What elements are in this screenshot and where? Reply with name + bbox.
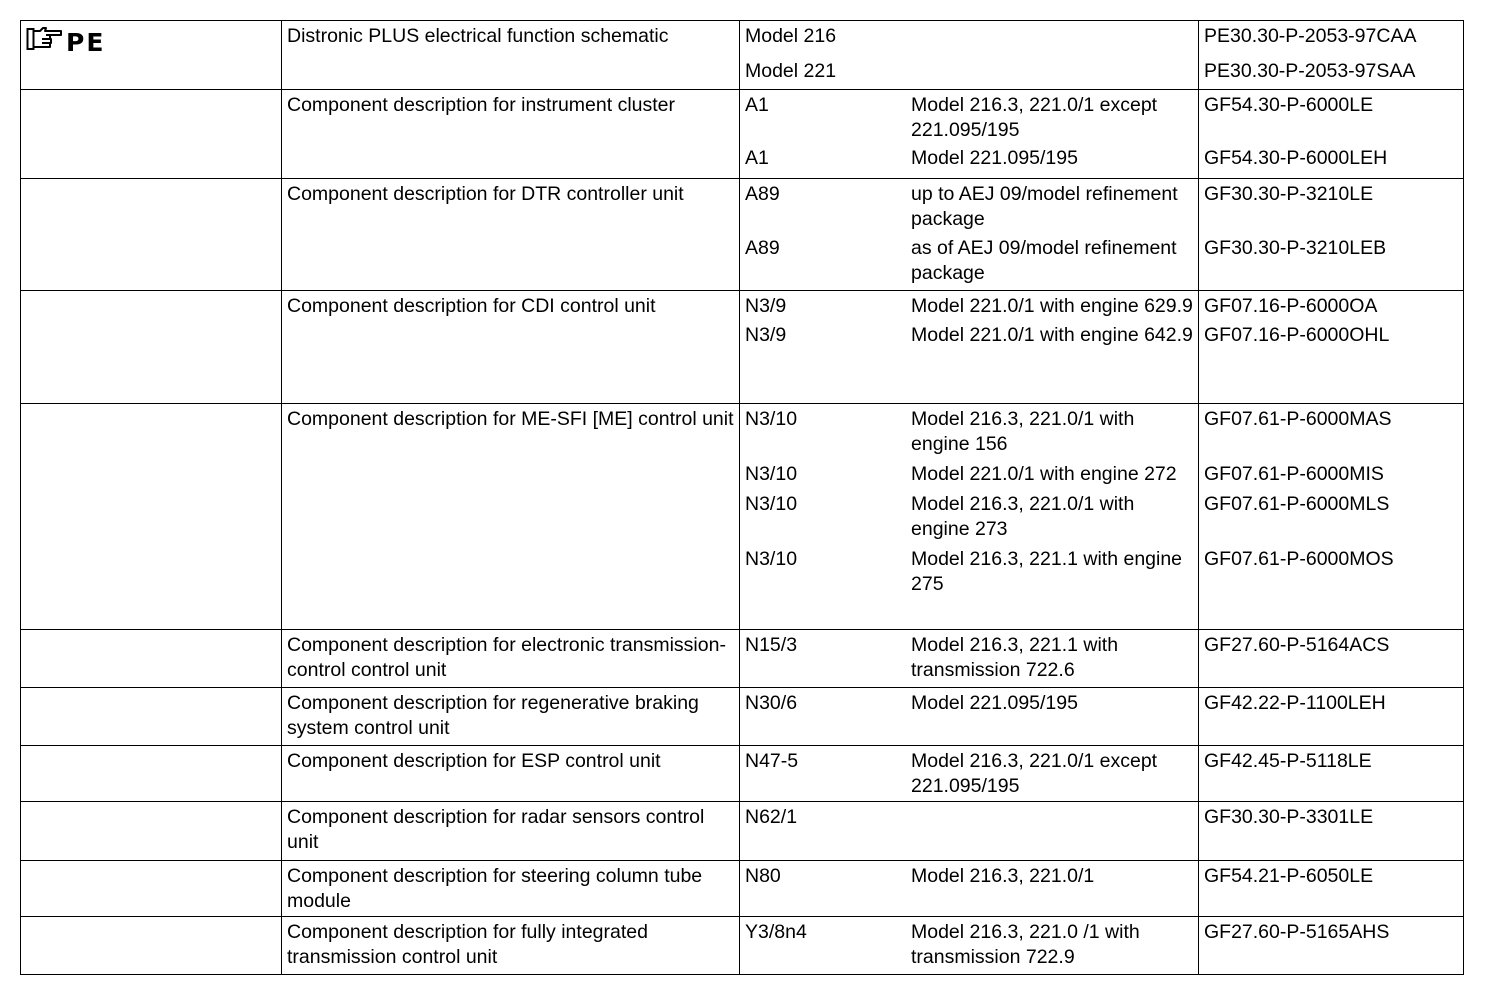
component-variants: [740, 917, 1199, 975]
variant-row: [745, 407, 1193, 457]
variant-row: [745, 323, 1193, 348]
model-condition: Model 221.0/1 with engine 642.9: [911, 324, 1193, 346]
variant-row: [745, 492, 1193, 542]
component-description: Component description for instrument cluster: [282, 90, 740, 179]
blank-cell: [21, 917, 282, 975]
component-code: A89: [745, 237, 780, 259]
header-row: [21, 21, 1464, 90]
variant-row: [745, 691, 1193, 716]
component-description: Component description for electronic transmission-control control unit: [282, 630, 740, 688]
model-condition: [911, 805, 1193, 830]
model-condition: Model 216.3, 221.0/1 except 221.095/195: [911, 750, 1158, 797]
model-condition: Model 216.3, 221.0 /1 with transmission 722.9: [911, 921, 1140, 968]
document-ref-link[interactable]: GF42.45-P-5118LE: [1204, 750, 1372, 772]
blank-cell: [21, 90, 282, 179]
component-row: [21, 90, 1464, 179]
document-ref-link[interactable]: GF27.60-P-5165AHS: [1204, 921, 1390, 943]
component-variants: [740, 179, 1199, 291]
component-description: Component description for fully integrated transmission control unit: [282, 917, 740, 975]
component-variants: [740, 291, 1199, 404]
component-code: N80: [745, 865, 781, 887]
variant-row: [745, 633, 1193, 683]
component-variants: [740, 802, 1199, 861]
component-ref-list[interactable]: [1199, 746, 1464, 802]
blank-cell: [21, 688, 282, 746]
model-condition: Model 221.095/195: [911, 147, 1078, 169]
component-code: N3/10: [745, 463, 798, 485]
component-code: N3/9: [745, 324, 787, 346]
variant-row: [745, 864, 1193, 889]
component-description: Component description for ESP control unit: [282, 746, 740, 802]
component-description: Component description for ME-SFI [ME] control unit: [282, 404, 740, 630]
document-ref-link[interactable]: GF27.60-P-5164ACS: [1204, 634, 1390, 656]
document-ref-link[interactable]: PE30.30-P-2053-97SAA: [1204, 60, 1416, 82]
document-ref-link[interactable]: GF07.61-P-6000MLS: [1204, 493, 1390, 515]
component-row: [21, 746, 1464, 802]
component-code: N30/6: [745, 692, 798, 714]
model-condition: Model 216.3, 221.1 with engine 275: [911, 548, 1183, 595]
pe-cell: [21, 21, 282, 90]
component-ref-list[interactable]: [1199, 861, 1464, 917]
component-code: A89: [745, 183, 780, 205]
component-code: N47-5: [745, 750, 799, 772]
model-condition: Model 216.3, 221.1 with transmission 722.6: [911, 634, 1119, 681]
component-code: A1: [745, 94, 769, 116]
component-code: N3/10: [745, 548, 798, 570]
variant-row: [745, 146, 1193, 171]
component-variants: [740, 746, 1199, 802]
document-ref-link[interactable]: GF07.61-P-6000MIS: [1204, 463, 1384, 485]
document-ref-link[interactable]: PE30.30-P-2053-97CAA: [1204, 25, 1417, 47]
component-variants: [740, 861, 1199, 917]
component-code: N62/1: [745, 806, 798, 828]
component-ref-list[interactable]: [1199, 917, 1464, 975]
component-row: [21, 404, 1464, 630]
variant-row: [745, 182, 1193, 232]
component-description: Component description for radar sensors control unit: [282, 802, 740, 861]
component-variants: [740, 688, 1199, 746]
model-condition: Model 221.0/1 with engine 629.9: [911, 295, 1193, 317]
document-ref-link[interactable]: GF30.30-P-3301LE: [1204, 806, 1374, 828]
component-description: Component description for CDI control unit: [282, 291, 740, 404]
blank-cell: [21, 746, 282, 802]
component-ref-list[interactable]: [1199, 630, 1464, 688]
component-variants: [740, 404, 1199, 630]
variant-row: [745, 462, 1193, 487]
component-ref-list[interactable]: [1199, 802, 1464, 861]
pe-label: PE: [66, 27, 106, 57]
component-ref-list[interactable]: [1199, 291, 1464, 404]
blank-cell: [21, 861, 282, 917]
model-condition: as of AEJ 09/model refinement package: [911, 237, 1177, 284]
model-list: [740, 21, 1199, 90]
model-condition: Model 216.3, 221.0/1: [911, 865, 1095, 887]
component-row: [21, 802, 1464, 861]
component-variants: [740, 630, 1199, 688]
component-row: [21, 291, 1464, 404]
model-name: Model 216: [745, 25, 837, 47]
model-condition: Model 216.3, 221.0/1 except 221.095/195: [911, 94, 1158, 141]
document-ref-link[interactable]: GF54.30-P-6000LE: [1204, 94, 1374, 116]
document-ref-link[interactable]: GF54.21-P-6050LE: [1204, 865, 1374, 887]
blank-cell: [21, 404, 282, 630]
component-row: [21, 861, 1464, 917]
variant-row: [745, 547, 1193, 597]
component-ref-list[interactable]: [1199, 404, 1464, 630]
document-ref-link[interactable]: GF07.16-P-6000OA: [1204, 295, 1378, 317]
component-code: N3/10: [745, 408, 798, 430]
model-condition: Model 216.3, 221.0/1 with engine 273: [911, 493, 1135, 540]
model-name: Model 221: [745, 60, 837, 82]
variant-row: [745, 236, 1193, 286]
component-row: [21, 688, 1464, 746]
blank-cell: [21, 630, 282, 688]
component-description: Component description for steering column tube module: [282, 861, 740, 917]
document-ref-link[interactable]: GF30.30-P-3210LEB: [1204, 237, 1387, 259]
component-description: Component description for regenerative braking system control unit: [282, 688, 740, 746]
document-ref-list[interactable]: [1199, 21, 1464, 90]
component-row: [21, 917, 1464, 975]
pointing-hand-icon: [26, 26, 64, 59]
document-ref-link[interactable]: GF54.30-P-6000LEH: [1204, 147, 1388, 169]
document-ref-link[interactable]: GF07.16-P-6000OHL: [1204, 324, 1390, 346]
component-row: [21, 630, 1464, 688]
document-ref-link[interactable]: GF42.22-P-1100LEH: [1204, 692, 1386, 714]
document-ref-link[interactable]: GF07.61-P-6000MOS: [1204, 548, 1394, 570]
component-description: Component description for DTR controller unit: [282, 179, 740, 291]
model-condition: up to AEJ 09/model refinement package: [911, 183, 1178, 230]
blank-cell: [21, 291, 282, 404]
component-ref-list[interactable]: [1199, 688, 1464, 746]
document-ref-link[interactable]: GF30.30-P-3210LE: [1204, 183, 1374, 205]
component-code: N15/3: [745, 634, 798, 656]
model-condition: Model 221.095/195: [911, 692, 1078, 714]
component-code: N3/9: [745, 295, 787, 317]
component-row: [21, 179, 1464, 291]
model-condition: Model 221.0/1 with engine 272: [911, 463, 1177, 485]
variant-row: [745, 749, 1193, 799]
document-title: Distronic PLUS electrical function schematic: [282, 21, 740, 90]
component-code: Y3/8n4: [745, 921, 807, 943]
pe-marker: [26, 26, 276, 59]
blank-cell: [21, 802, 282, 861]
component-ref-list[interactable]: [1199, 90, 1464, 179]
component-code: A1: [745, 147, 769, 169]
variant-row: [745, 93, 1193, 143]
variant-row: [745, 920, 1193, 970]
model-condition: Model 216.3, 221.0/1 with engine 156: [911, 408, 1135, 455]
blank-cell: [21, 179, 282, 291]
component-ref-list[interactable]: [1199, 179, 1464, 291]
variant-row: [745, 294, 1193, 319]
document-ref-link[interactable]: GF07.61-P-6000MAS: [1204, 408, 1392, 430]
component-variants: [740, 90, 1199, 179]
component-reference-table: [20, 20, 1464, 975]
variant-row: [745, 805, 1193, 830]
component-code: N3/10: [745, 493, 798, 515]
